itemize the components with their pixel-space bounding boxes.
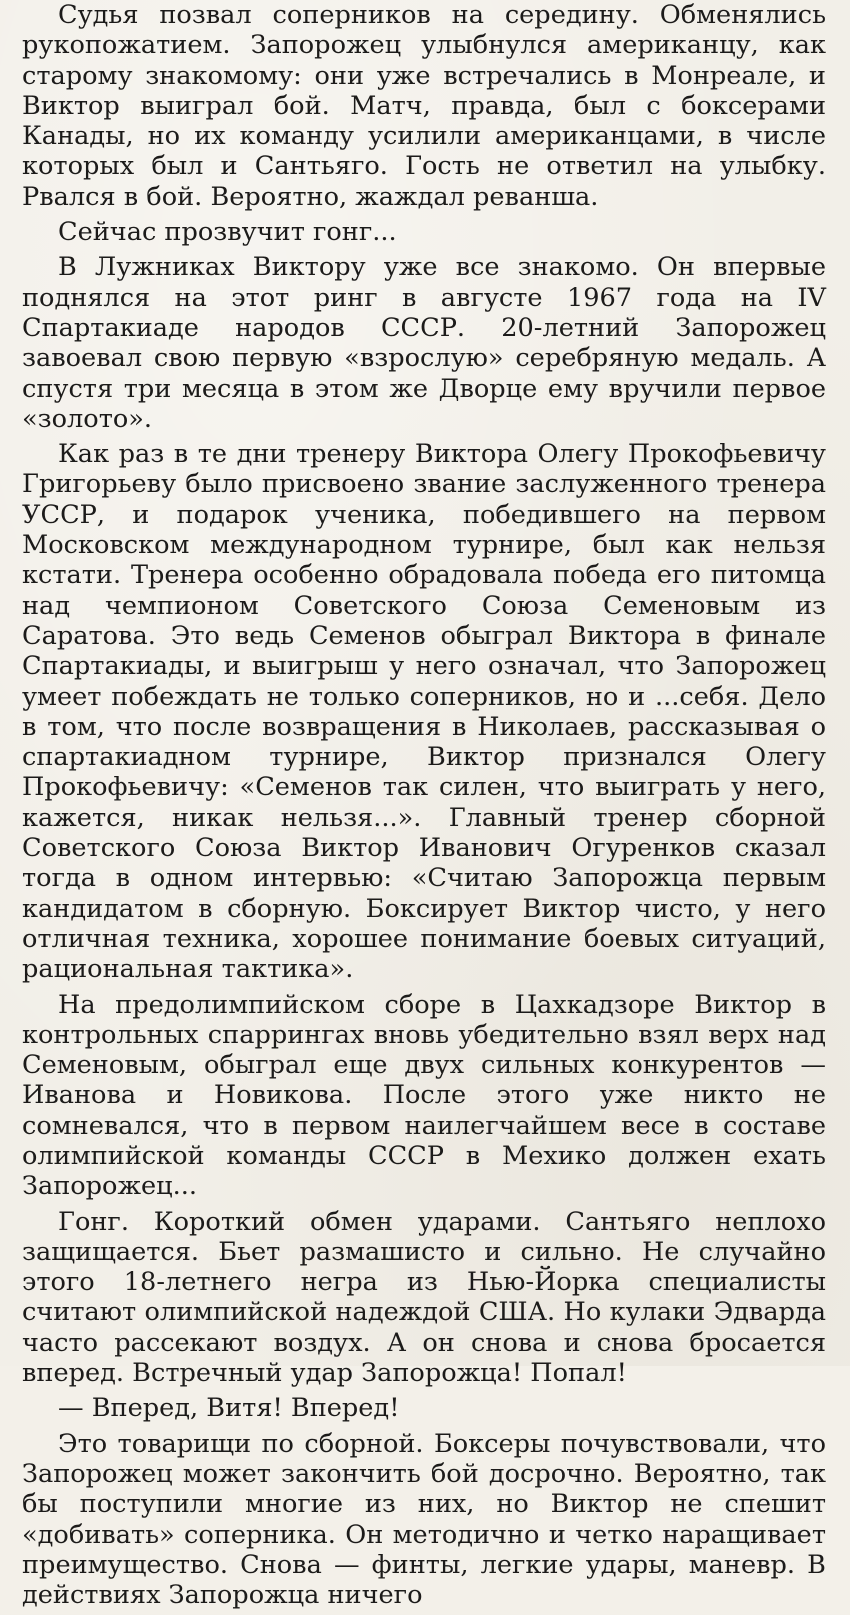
paragraph-1: Судья позвал соперников на середину. Обменялись рукопожатием. Запорожец улыбнулся американцу, как старому знакомому: они уже встречались в Монреале, и Виктор выиграл бой. Матч, правда, был с боксерами Канады, но их команду усилили американцами, в числе которых был и Сантьяго. Гость не ответил на улыбку. Рвался в бой. Вероятно, жаждал реванша. xyxy=(22,0,826,212)
paragraph-8: Это товарищи по сборной. Боксеры почувствовали, что Запорожец может закончить бой досрочно. Вероятно, так бы поступили многие из них, но Виктор не спешит «добивать» соперника. Он методично и четко наращивает преимущество. Снова — финты, легкие удары, маневр. В действиях Запорожца ничего xyxy=(22,1428,826,1611)
paragraph-5: На предолимпийском сборе в Цахкадзоре Виктор в контрольных спаррингах вновь убедительно взял верх над Семеновым, обыграл еще двух сильных конкурентов — Иванова и Новикова. После этого уже никто не сомневался, что в первом наилегчайшем весе в составе олимпийской команды СССР в Мехико должен ехать Запорожец... xyxy=(22,989,826,1202)
page-text xyxy=(22,0,826,1615)
paragraph-3: В Лужниках Виктору уже все знакомо. Он впервые поднялся на этот ринг в августе 1967 года на IV Спартакиаде народов СССР. 20-летний Запорожец завоевал свою первую «взрослую» серебряную медаль. А спустя три месяца в этом же Дворце ему вручили первое «золото». xyxy=(22,252,826,434)
paragraph-7: — Вперед, Витя! Вперед! xyxy=(58,1393,400,1424)
paragraph-2: Сейчас прозвучит гонг... xyxy=(58,217,397,248)
paragraph-4: Как раз в те дни тренеру Виктора Олегу Прокофьевичу Григорьеву было присвоено звание заслуженного тренера УССР, и подарок ученика, победившего на первом Московском международном турнире, был как нельзя кстати. Тренера особенно обрадовала победа его питомца над чемпионом Советского Союза Семеновым из Саратова. Это ведь Семенов обыграл Виктора в финале Спартакиады, и выигрыш у него означал, что Запорожец умеет побеждать не только соперников, но и ...себя. Дело в том, что после возвращения в Николаев, рассказывая о спартакиадном турнире, Виктор признался Олегу Прокофьевичу: «Семенов так силен, что выиграть у него, кажется, никак нельзя...». Главный тренер сборной Советского Союза Виктор Иванович Огуренков сказал тогда в одном интервью: «Считаю Запорожца первым кандидатом в сборную. Боксирует Виктор чисто, у него отличная техника, хорошее понимание боевых ситуаций, рациональная тактика». xyxy=(22,439,826,985)
paragraph-6: Гонг. Короткий обмен ударами. Сантьяго неплохо защищается. Бьет размашисто и сильно. Не случайно этого 18-летнего негра из Нью-Йорка специалисты считают олимпийской надеждой США. Но кулаки Эдварда часто рассекают воздух. А он снова и снова бросается вперед. Встречный удар Запорожца! Попал! xyxy=(22,1206,826,1389)
